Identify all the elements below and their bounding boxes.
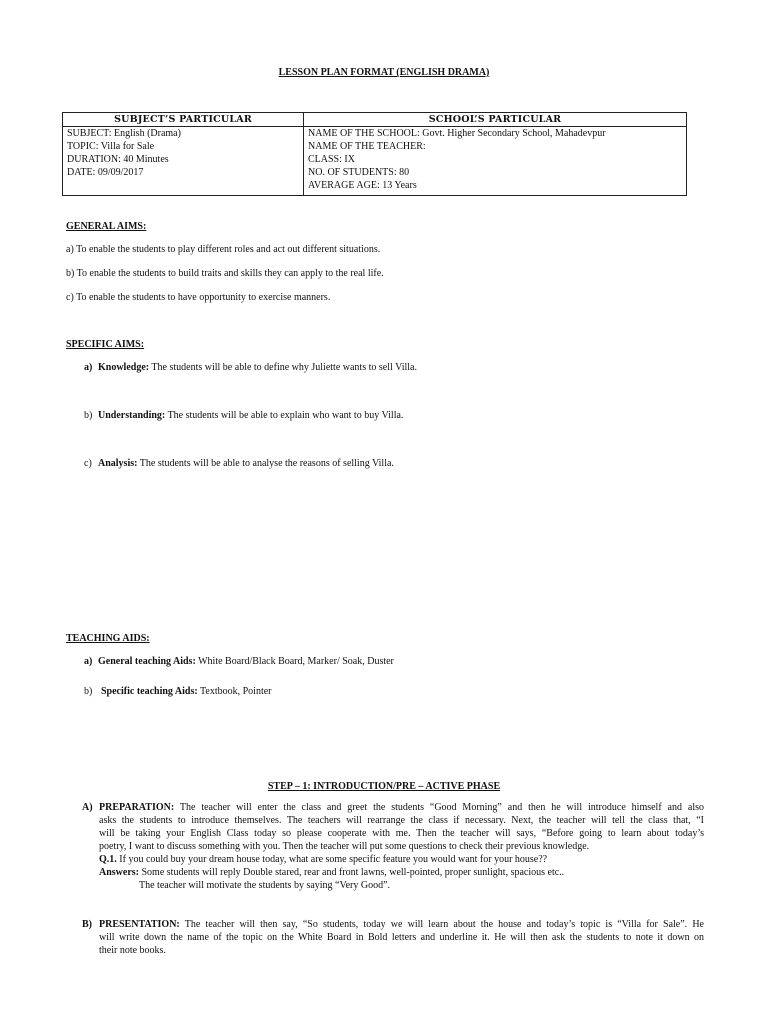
- question-text: If you could buy your dream house today, what are some specific feature you would want for your house??: [116, 854, 548, 865]
- answer-line: [99, 866, 704, 879]
- aim-label: Understanding:: [98, 410, 166, 421]
- presentation-block: [82, 918, 704, 957]
- particulars-table: [62, 112, 687, 196]
- aim-label: Analysis:: [98, 458, 138, 469]
- aid-label: Specific teaching Aids:: [101, 686, 198, 697]
- subject-line: SUBJECT: English (Drama): [67, 128, 181, 139]
- list-marker: b): [84, 410, 93, 421]
- aim-text: The students will be able to explain who want to buy Villa.: [165, 410, 404, 421]
- aim-label: Knowledge:: [98, 362, 150, 373]
- general-aim-c: c) To enable the students to have opportunity to exercise manners.: [66, 292, 331, 303]
- specific-aims-heading: SPECIFIC AIMS:: [66, 339, 145, 350]
- duration-line: DURATION: 40 Minutes: [67, 154, 169, 165]
- specific-aim-understanding: [84, 409, 403, 422]
- aim-text: The students will be able to define why Juliette wants to sell Villa.: [149, 362, 417, 373]
- presentation-line-3: their note books.: [99, 945, 166, 956]
- subject-particular-header: SUBJECT’S PARTICULAR: [63, 113, 304, 127]
- preparation-line-2: asks the students to introduce themselves. The teachers will rearrange the class if necessary. Next, the teacher will tell the class that, “I: [99, 815, 704, 826]
- presentation-letter: B): [82, 919, 92, 930]
- preparation-body: [99, 801, 704, 892]
- students-count-line: NO. OF STUDENTS: 80: [308, 167, 410, 178]
- teaching-aid-general: [84, 655, 394, 668]
- general-aim-a: a) To enable the students to play different roles and act out different situations.: [66, 244, 381, 255]
- school-particular-header: SCHOOL’S PARTICULAR: [304, 113, 687, 127]
- preparation-line-3: will be taking your English Class today so please cooperate with me. Then the teacher will says, “Before going to learn about today’s: [99, 828, 704, 839]
- aid-text: Textbook, Pointer: [197, 686, 272, 697]
- list-marker: b): [84, 686, 93, 697]
- aid-label: General teaching Aids:: [98, 656, 196, 667]
- preparation-text: The teacher will enter the class and greet the students “Good Morning” and then he will introduce himself and also: [174, 802, 704, 813]
- step-1-title: STEP – 1: INTRODUCTION/PRE – ACTIVE PHASE: [267, 781, 501, 792]
- answer-text: Some students will reply Double stared, rear and front lawns, well-pointed, proper sunlight, spacious etc..: [139, 867, 565, 878]
- presentation-text: The teacher will then say, “So students, today we will learn about the house and today’s topic is “Villa for Sale”. He: [179, 919, 704, 930]
- presentation-line-1: [99, 918, 704, 931]
- motivate-line: The teacher will motivate the students by saying “Very Good”.: [139, 880, 391, 891]
- preparation-block: [82, 801, 704, 892]
- date-line: DATE: 09/09/2017: [67, 167, 144, 178]
- presentation-label: PRESENTATION:: [99, 919, 180, 930]
- specific-aim-analysis: [84, 457, 394, 470]
- preparation-letter: A): [82, 802, 93, 813]
- general-aims-heading: GENERAL AIMS:: [66, 221, 147, 232]
- document-title: LESSON PLAN FORMAT (ENGLISH DRAMA): [278, 67, 490, 78]
- subject-particular-cell: [63, 127, 304, 196]
- general-aim-b: b) To enable the students to build traits and skills they can apply to the real life.: [66, 268, 384, 279]
- list-marker: a): [84, 362, 93, 373]
- list-marker: c): [84, 458, 92, 469]
- preparation-line-4: poetry, I want to discuss something with you. Then the teacher will put some questions to check their previous knowledge.: [99, 841, 590, 852]
- school-particular-cell: [304, 127, 687, 196]
- answer-label: Answers:: [99, 867, 139, 878]
- aim-text: The students will be able to analyse the reasons of selling Villa.: [137, 458, 394, 469]
- school-name-line: NAME OF THE SCHOOL: Govt. Higher Secondary School, Mahadevpur: [308, 128, 606, 139]
- teaching-aid-specific: [84, 685, 272, 698]
- question-line: [99, 853, 704, 866]
- presentation-body: [99, 918, 704, 957]
- teaching-aids-heading: TEACHING AIDS:: [66, 633, 150, 644]
- preparation-label: PREPARATION:: [99, 802, 175, 813]
- list-marker: a): [84, 656, 93, 667]
- topic-line: TOPIC: Villa for Sale: [67, 141, 155, 152]
- presentation-line-2: will write down the name of the topic on the White Board in Bold letters and underline it. He will then ask the students to note it down on: [99, 932, 704, 943]
- average-age-line: AVERAGE AGE: 13 Years: [308, 180, 417, 191]
- teacher-name-line: NAME OF THE TEACHER:: [308, 141, 426, 152]
- class-line: CLASS: IX: [308, 154, 355, 165]
- specific-aim-knowledge: [84, 361, 417, 374]
- preparation-line-1: [99, 801, 704, 814]
- aid-text: White Board/Black Board, Marker/ Soak, Duster: [195, 656, 394, 667]
- question-label: Q.1.: [99, 854, 117, 865]
